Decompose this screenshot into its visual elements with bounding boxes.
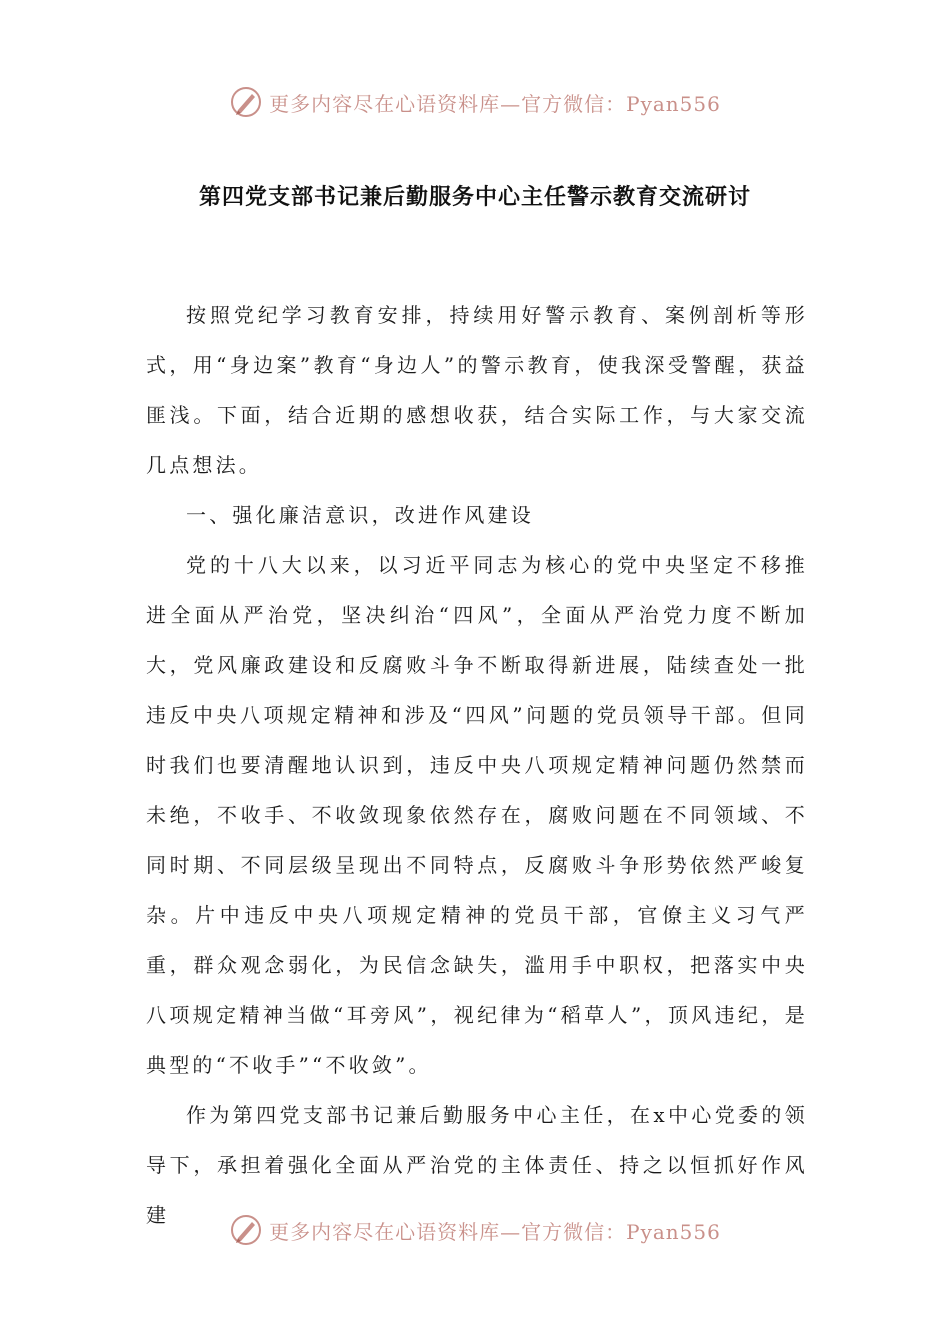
pen-logo-icon (229, 1213, 263, 1247)
watermark-text: 更多内容尽在心语资料库—官方微信：Pyan556 (269, 91, 721, 116)
watermark-footer (0, 1210, 950, 1250)
pen-logo-icon (229, 85, 263, 119)
paragraph-body: 作为第四党支部书记兼后勤服务中心主任，在x中心党委的领导下，承担着强化全面从严治党的主体责任、持之以恒抓好作风建 (146, 1103, 808, 1227)
watermark-text: 更多内容尽在心语资料库—官方微信：Pyan556 (269, 1219, 721, 1244)
paragraph-body: 党的十八大以来，以习近平同志为核心的党中央坚定不移推进全面从严治党，坚决纠治“四风”，全面从严治党力度不断加大，党风廉政建设和反腐败斗争不断取得新进展，陆续查处一批违反中央八项规定精神和涉及“四风”问题的党员领导干部。但同时我们也要清醒地认识到，违反中央八项规定精神问题仍然禁而未绝，不收手、不收敛现象依然存在，腐败问题在不同领域、不同时期、不同层级呈现出不同特点，反腐败斗争形势依然严峻复杂。片中违反中央八项规定精神的党员干部，官僚主义习气严重，群众观念弱化，为民信念缺失，滥用手中职权，把落实中央八项规定精神当做“耳旁风”，视纪律为“稻草人”，顶风违纪，是典型的“不收手”“不收敛”。 (146, 553, 808, 1077)
paragraph-intro: 按照党纪学习教育安排，持续用好警示教育、案例剖析等形式，用“身边案”教育“身边人”的警示教育，使我深受警醒，获益匪浅。下面，结合近期的感想收获，结合实际工作，与大家交流几点想法。 (146, 303, 808, 477)
section-heading: 一、强化廉洁意识，改进作风建设 (186, 503, 534, 527)
document-body (146, 290, 808, 1240)
watermark-header (0, 82, 950, 122)
document-title: 第四党支部书记兼后勤服务中心主任警示教育交流研讨 (198, 185, 751, 210)
